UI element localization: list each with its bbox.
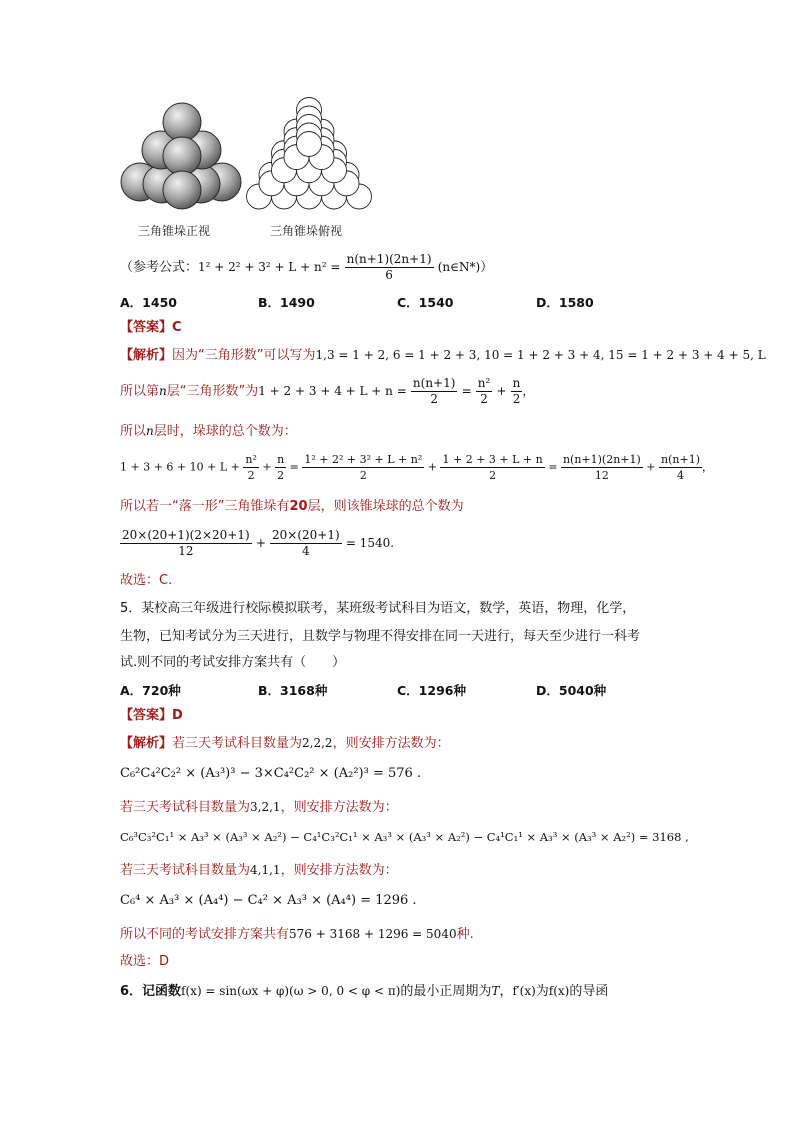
q4-option-d: D．1580 [536,295,594,310]
operator: = [548,460,558,474]
numerator: n(n+1)(2n+1) [562,453,641,466]
subject-counts: 4,1,1 [250,863,281,877]
stem-math: f(x) = sin(ωx + φ)(ω > 0, 0 < φ < π) [181,984,401,998]
numerator: n [512,376,521,390]
fraction [511,376,523,407]
operator: + [262,460,272,474]
reference-formula [120,252,493,283]
var-T: T [491,984,500,998]
q5-conclusion: 故选：D [120,954,170,969]
q5-answer: 【答案】D [120,708,183,723]
analysis-text: 若三天考试科目数量为 [120,800,251,815]
operator: + [496,384,507,398]
numerator: n(n+1) [661,453,700,466]
analysis-math: 576 + 3168 + 1296 = 5040 [289,927,457,941]
numerator: n(n+1) [412,376,456,390]
q4-analysis-line-1 [120,347,766,364]
denominator: 4 [677,469,684,482]
var-n: n [146,424,154,438]
analysis-text: ，则安排方法数为： [280,863,398,878]
analysis-text: 层时，垛球的总个数为： [153,424,297,439]
analysis-text: 所以第 [120,384,160,399]
operator: = [289,460,299,474]
numerator: n² [245,453,257,466]
analysis-text: 若三天考试科目数量为 [120,863,251,878]
q4-answer: 【答案】C [120,320,182,335]
operator: = [461,384,472,398]
layer-count: 20 [289,499,308,514]
q6-stem [120,983,608,1000]
denominator: 4 [302,544,310,558]
formula-close: ） [480,260,494,275]
formula-open: （参考公式： [120,260,199,275]
fraction [659,452,702,483]
punctuation: ， [522,384,535,398]
formula-lhs: 1² + 2² + 3² + L + n² = [198,260,341,274]
q4-option-b: B．1490 [258,295,315,310]
numerator: 1² + 2² + 3² + L + n² [304,453,423,466]
analysis-text: 所以 [120,424,147,439]
numerator: n [277,453,285,466]
fraction [120,528,252,559]
analysis-math: 1 + 2 + 3 + 4 + L + n = [258,384,407,398]
analysis-label: 【解析】 [120,736,173,751]
analysis-text: 所以若一“落一形”三角锥垛有 [120,499,290,514]
result: = 1540. [345,536,395,550]
operator: + [255,536,266,550]
analysis-text: ，则安排方法数为： [280,800,398,815]
numerator: n² [477,376,491,390]
punctuation: ， [701,460,713,474]
denominator: 2 [430,392,438,406]
stem-text: 6．记函数 [120,984,182,999]
analysis-text: 层，则该锥垛球的总个数为 [307,499,464,514]
fraction [411,376,458,407]
q5-stem-line-3: 试.则不同的考试安排方案共有（ ） [120,655,346,670]
formula-fraction [345,252,434,283]
fraction [302,452,424,483]
fraction [440,452,544,483]
analysis-math: 1,3 = 1 + 2, 6 = 1 + 2 + 3, 10 = 1 + 2 + 3 + 4, 15 = 1 + 2 + 3 + 4 + 5, L [315,348,766,362]
fraction [476,376,493,407]
denominator: 2 [512,392,521,406]
ball-outline [297,132,322,157]
ball [163,171,201,209]
ball [163,103,201,141]
denominator: 12 [178,544,194,558]
q4-conclusion: 故选：C. [120,573,173,588]
ball [163,137,201,175]
pyramid-figure [110,92,400,242]
stem-math: f(x) [548,984,570,998]
stem-math: f′(x) [512,984,536,998]
operator: + [427,460,437,474]
q5-case-1-text [120,735,450,752]
denominator: 2 [359,469,367,482]
analysis-text: 因为“三角形数”可以写为 [172,348,316,363]
q5-case-3-text [120,862,398,879]
q5-option-d: D．5040种 [536,683,607,698]
q5-case-2-formula: C₆³C₃²C₁¹ × A₃³ × (A₃³ × A₂²) − C₄¹C₃²C₁¹ × A₃³ × (A₃³ × A₂²) − C₄¹C₁¹ × A₃³ × (A₃³ × A₂²) = 3168 , [120,830,689,844]
analysis-text: 层“三角形数”为 [166,384,259,399]
q5-option-b: B．3168种 [258,683,328,698]
q4-option-a: A．1450 [120,295,177,310]
fraction [243,452,259,483]
analysis-text: 所以不同的考试安排方案共有 [120,927,290,942]
q5-stem-line-2: 生物，已知考试分为三天进行，且数学与物理不得安排在同一天进行，每天至少进行一科考 [120,629,641,644]
stem-text: 为 [535,984,549,999]
q5-total [120,926,474,943]
q4-option-c: C．1540 [397,295,454,310]
q4-analysis-line-3 [120,423,297,440]
stem-text: 的最小正周期为 [400,984,492,999]
q5-case-1-formula: C₆²C₄²C₂² × (A₃³)³ − 3×C₄²C₂² × (A₂²)³ = 576 . [120,766,422,781]
denominator: 2 [247,469,255,482]
numerator: 20×(20+1) [272,528,340,542]
formula-condition: (n∈N*) [437,260,481,274]
operator: + [646,460,656,474]
numerator: 20×(20+1)(2×20+1) [122,528,250,542]
q4-analysis-line-6 [120,528,394,559]
analysis-text: 若三天考试科目数量为 [172,736,303,751]
q4-analysis-line-2 [120,376,534,407]
q5-case-2-text [120,799,398,816]
stem-text: 的导函 [569,984,609,999]
subject-counts: 2,2,2 [302,736,333,750]
denominator: 2 [489,469,497,482]
var-n: n [159,384,167,398]
caption-front-view: 三角锥垛正视 [138,224,211,238]
fraction [275,452,286,483]
q4-analysis-line-5 [120,499,464,515]
analysis-label: 【解析】 [120,348,173,363]
analysis-math: 1 + 3 + 6 + 10 + L + [120,460,240,474]
q5-option-c: C．1296种 [397,683,466,698]
formula-numerator: n(n+1)(2n+1) [346,252,432,266]
fraction [270,528,342,559]
q4-analysis-line-4 [120,452,713,483]
denominator: 2 [277,469,285,482]
caption-top-view: 三角锥垛俯视 [270,224,343,238]
front-view-drawing [110,92,250,217]
denominator: 2 [480,392,488,406]
q5-case-3-formula: C₆⁴ × A₃³ × (A₄⁴) − C₄² × A₃³ × (A₄⁴) = 1296 . [120,893,417,908]
stem-text: ， [499,984,513,999]
analysis-text: 种. [456,927,474,942]
subject-counts: 3,2,1 [250,800,281,814]
numerator: 1 + 2 + 3 + L + n [442,453,543,466]
q5-stem-line-1: 5．某校高三年级进行校际模拟联考，某班级考试科目为语文，数学，英语，物理，化学， [120,601,636,616]
analysis-text: ，则安排方法数为： [332,736,450,751]
top-view-drawing [245,96,380,218]
fraction [561,452,643,483]
q5-option-a: A．720种 [120,683,181,698]
denominator: 12 [594,469,609,482]
formula-denominator: 6 [385,268,393,282]
